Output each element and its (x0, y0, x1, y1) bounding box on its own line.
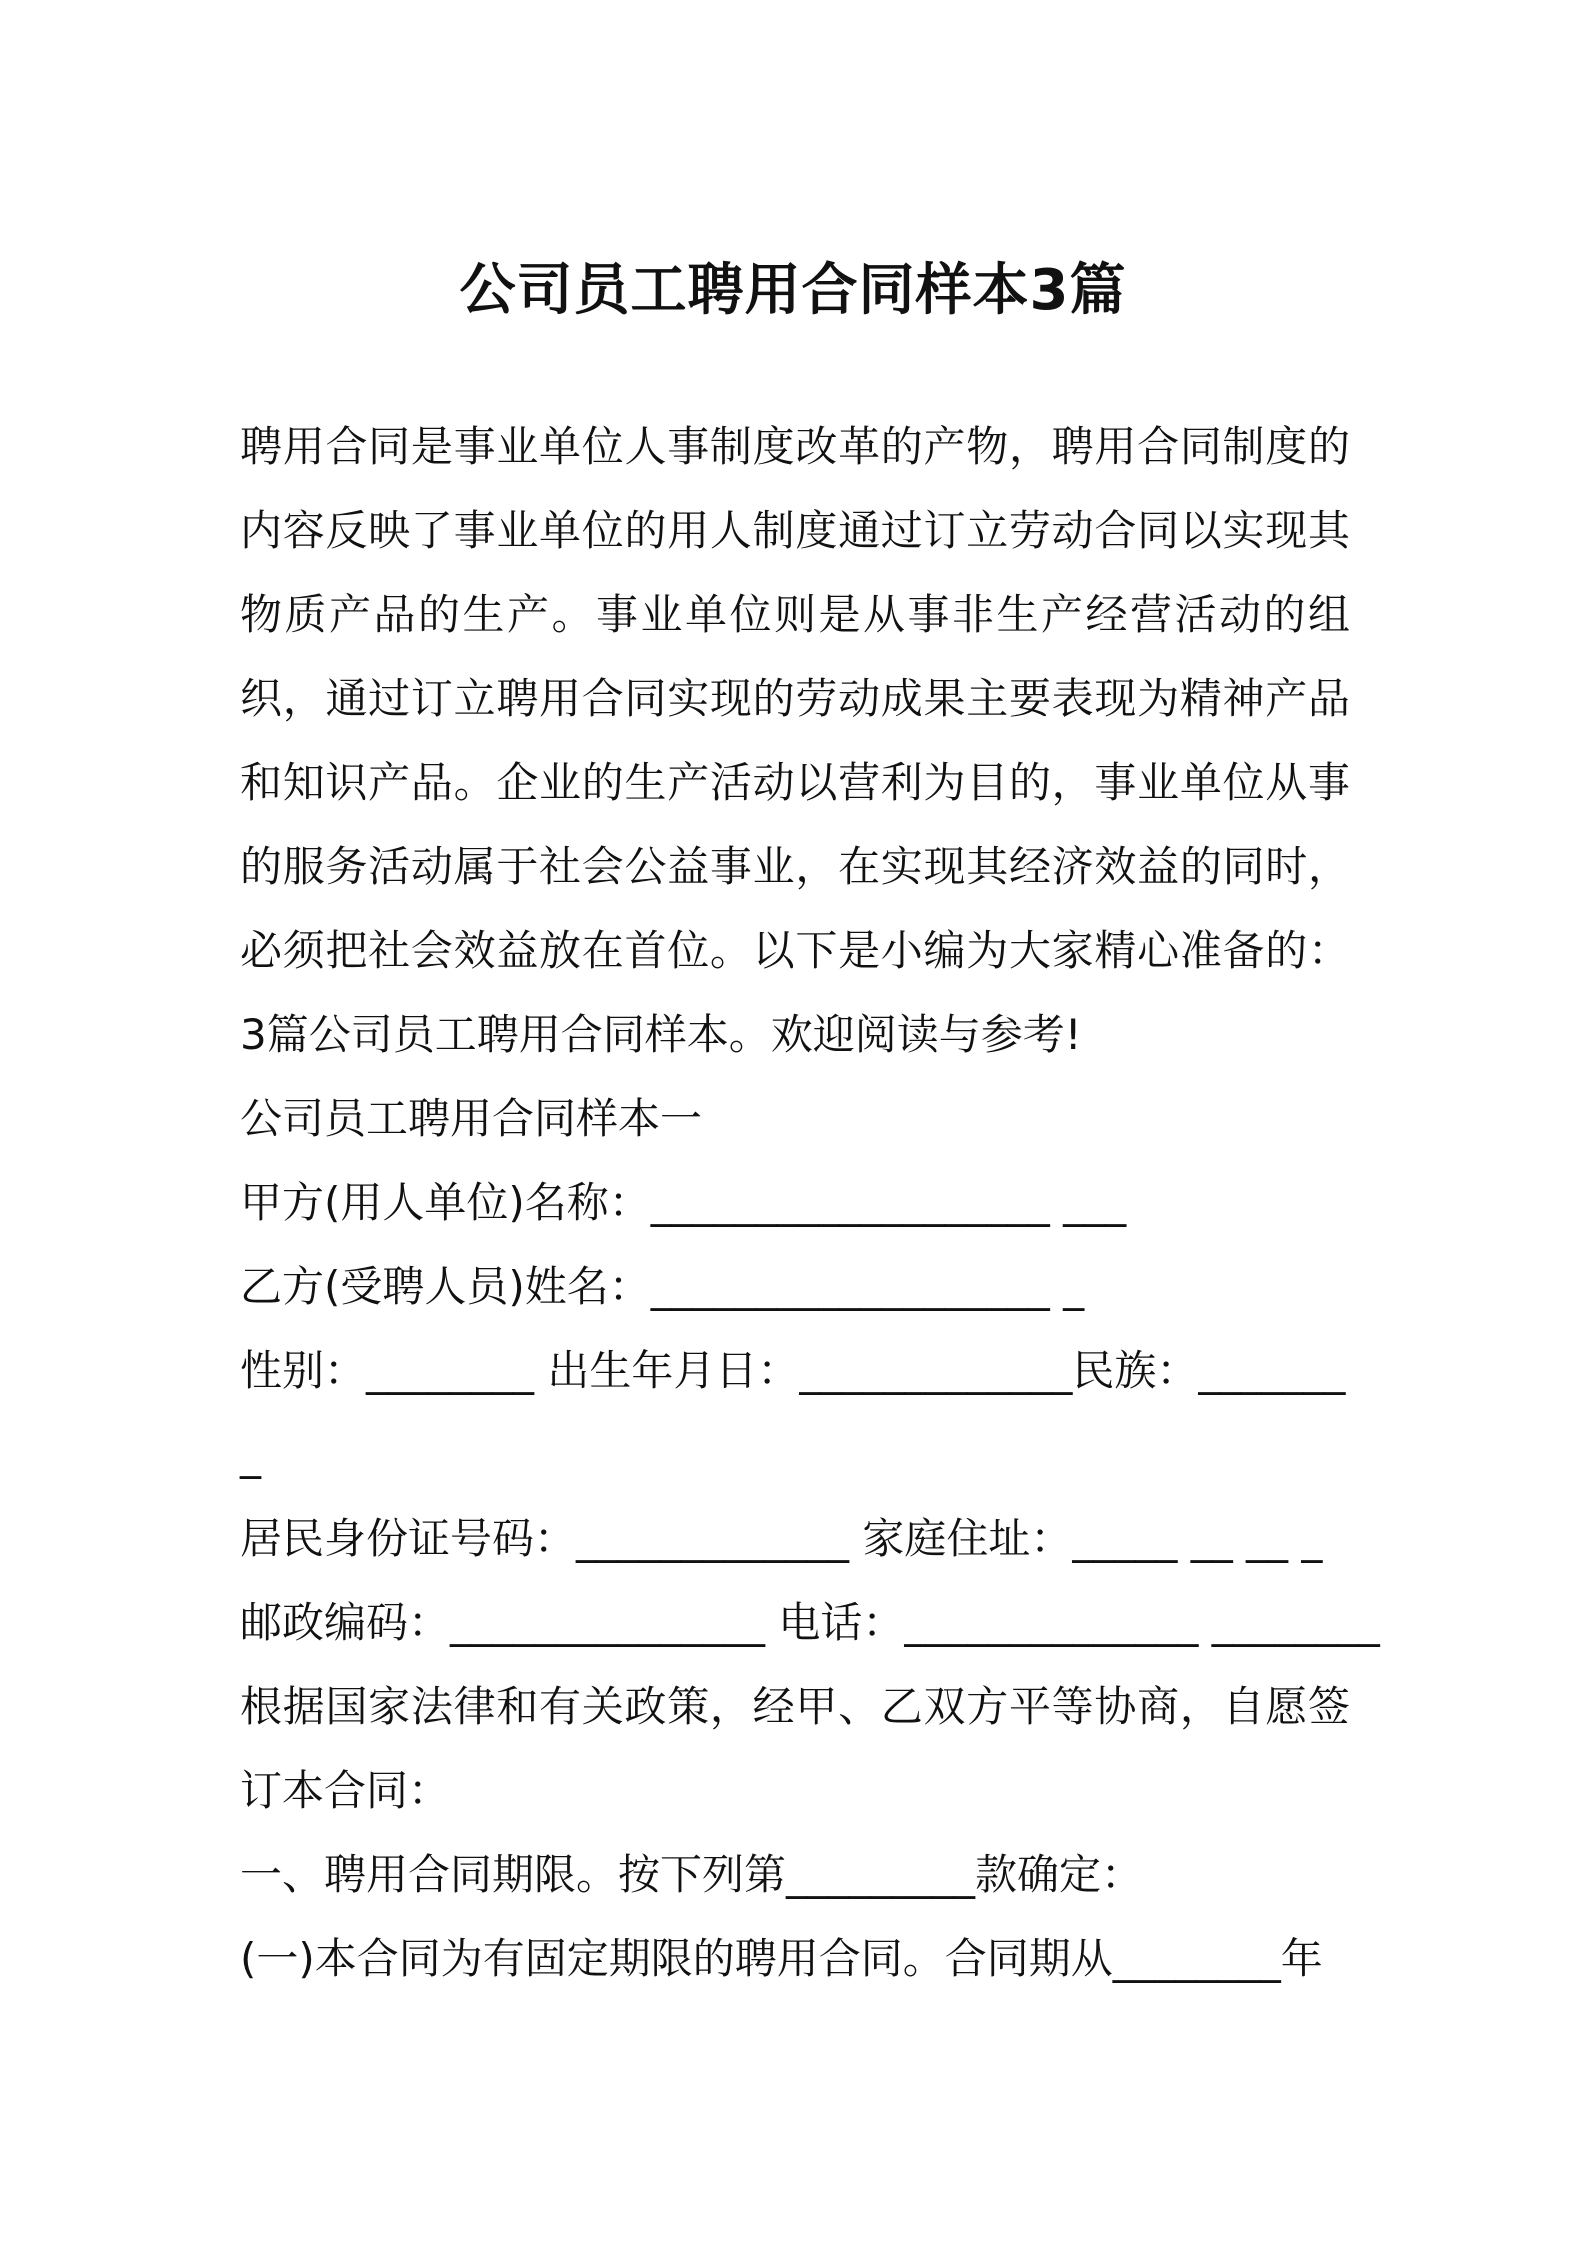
party-a-line: 甲方(用人单位)名称：___________________ ___ (240, 1178, 1127, 1227)
document-title: 公司员工聘用合同样本3篇 (459, 258, 1127, 323)
clause-fixed-term: (一)本合同为有固定期限的聘用合同。合同期从________年 (240, 1934, 1323, 1983)
document-body (240, 405, 1380, 2001)
id-address-line: 居民身份证号码：_____________ 家庭住址：_____ __ __ _ (240, 1514, 1323, 1563)
clause-term: 一、聘用合同期限。按下列第_________款确定： (240, 1850, 1144, 1899)
party-b-line: 乙方(受聘人员)姓名：___________________ _ (240, 1262, 1085, 1311)
intro-paragraph: 聘用合同是事业单位人事制度改革的产物，聘用合同制度的内容反映了事业单位的用人制度通过订立劳动合同以实现其物质产品的生产。事业单位则是从事非生产经营活动的组织，通过订立聘用合同实现的劳动成果主要表现为精神产品和知识产品。企业的生产活动以营利为目的，事业单位从事的服务活动属于社会公益事业，在实现其经济效益的同时，必须把社会效益放在首位。以下是小编为大家精心准备的：3篇公司员工聘用合同样本。欢迎阅读与参考! (240, 422, 1350, 1059)
section-heading: 公司员工聘用合同样本一 (240, 1094, 703, 1143)
basis-paragraph: 根据国家法律和有关政策，经甲、乙双方平等协商，自愿签订本合同： (240, 1682, 1350, 1815)
postal-phone-line: 邮政编码：_______________ 电话：______________ ________ (240, 1598, 1380, 1647)
gender-birth-ethnicity-line: 性别：________ 出生年月日：_____________民族：________ (240, 1346, 1346, 1479)
